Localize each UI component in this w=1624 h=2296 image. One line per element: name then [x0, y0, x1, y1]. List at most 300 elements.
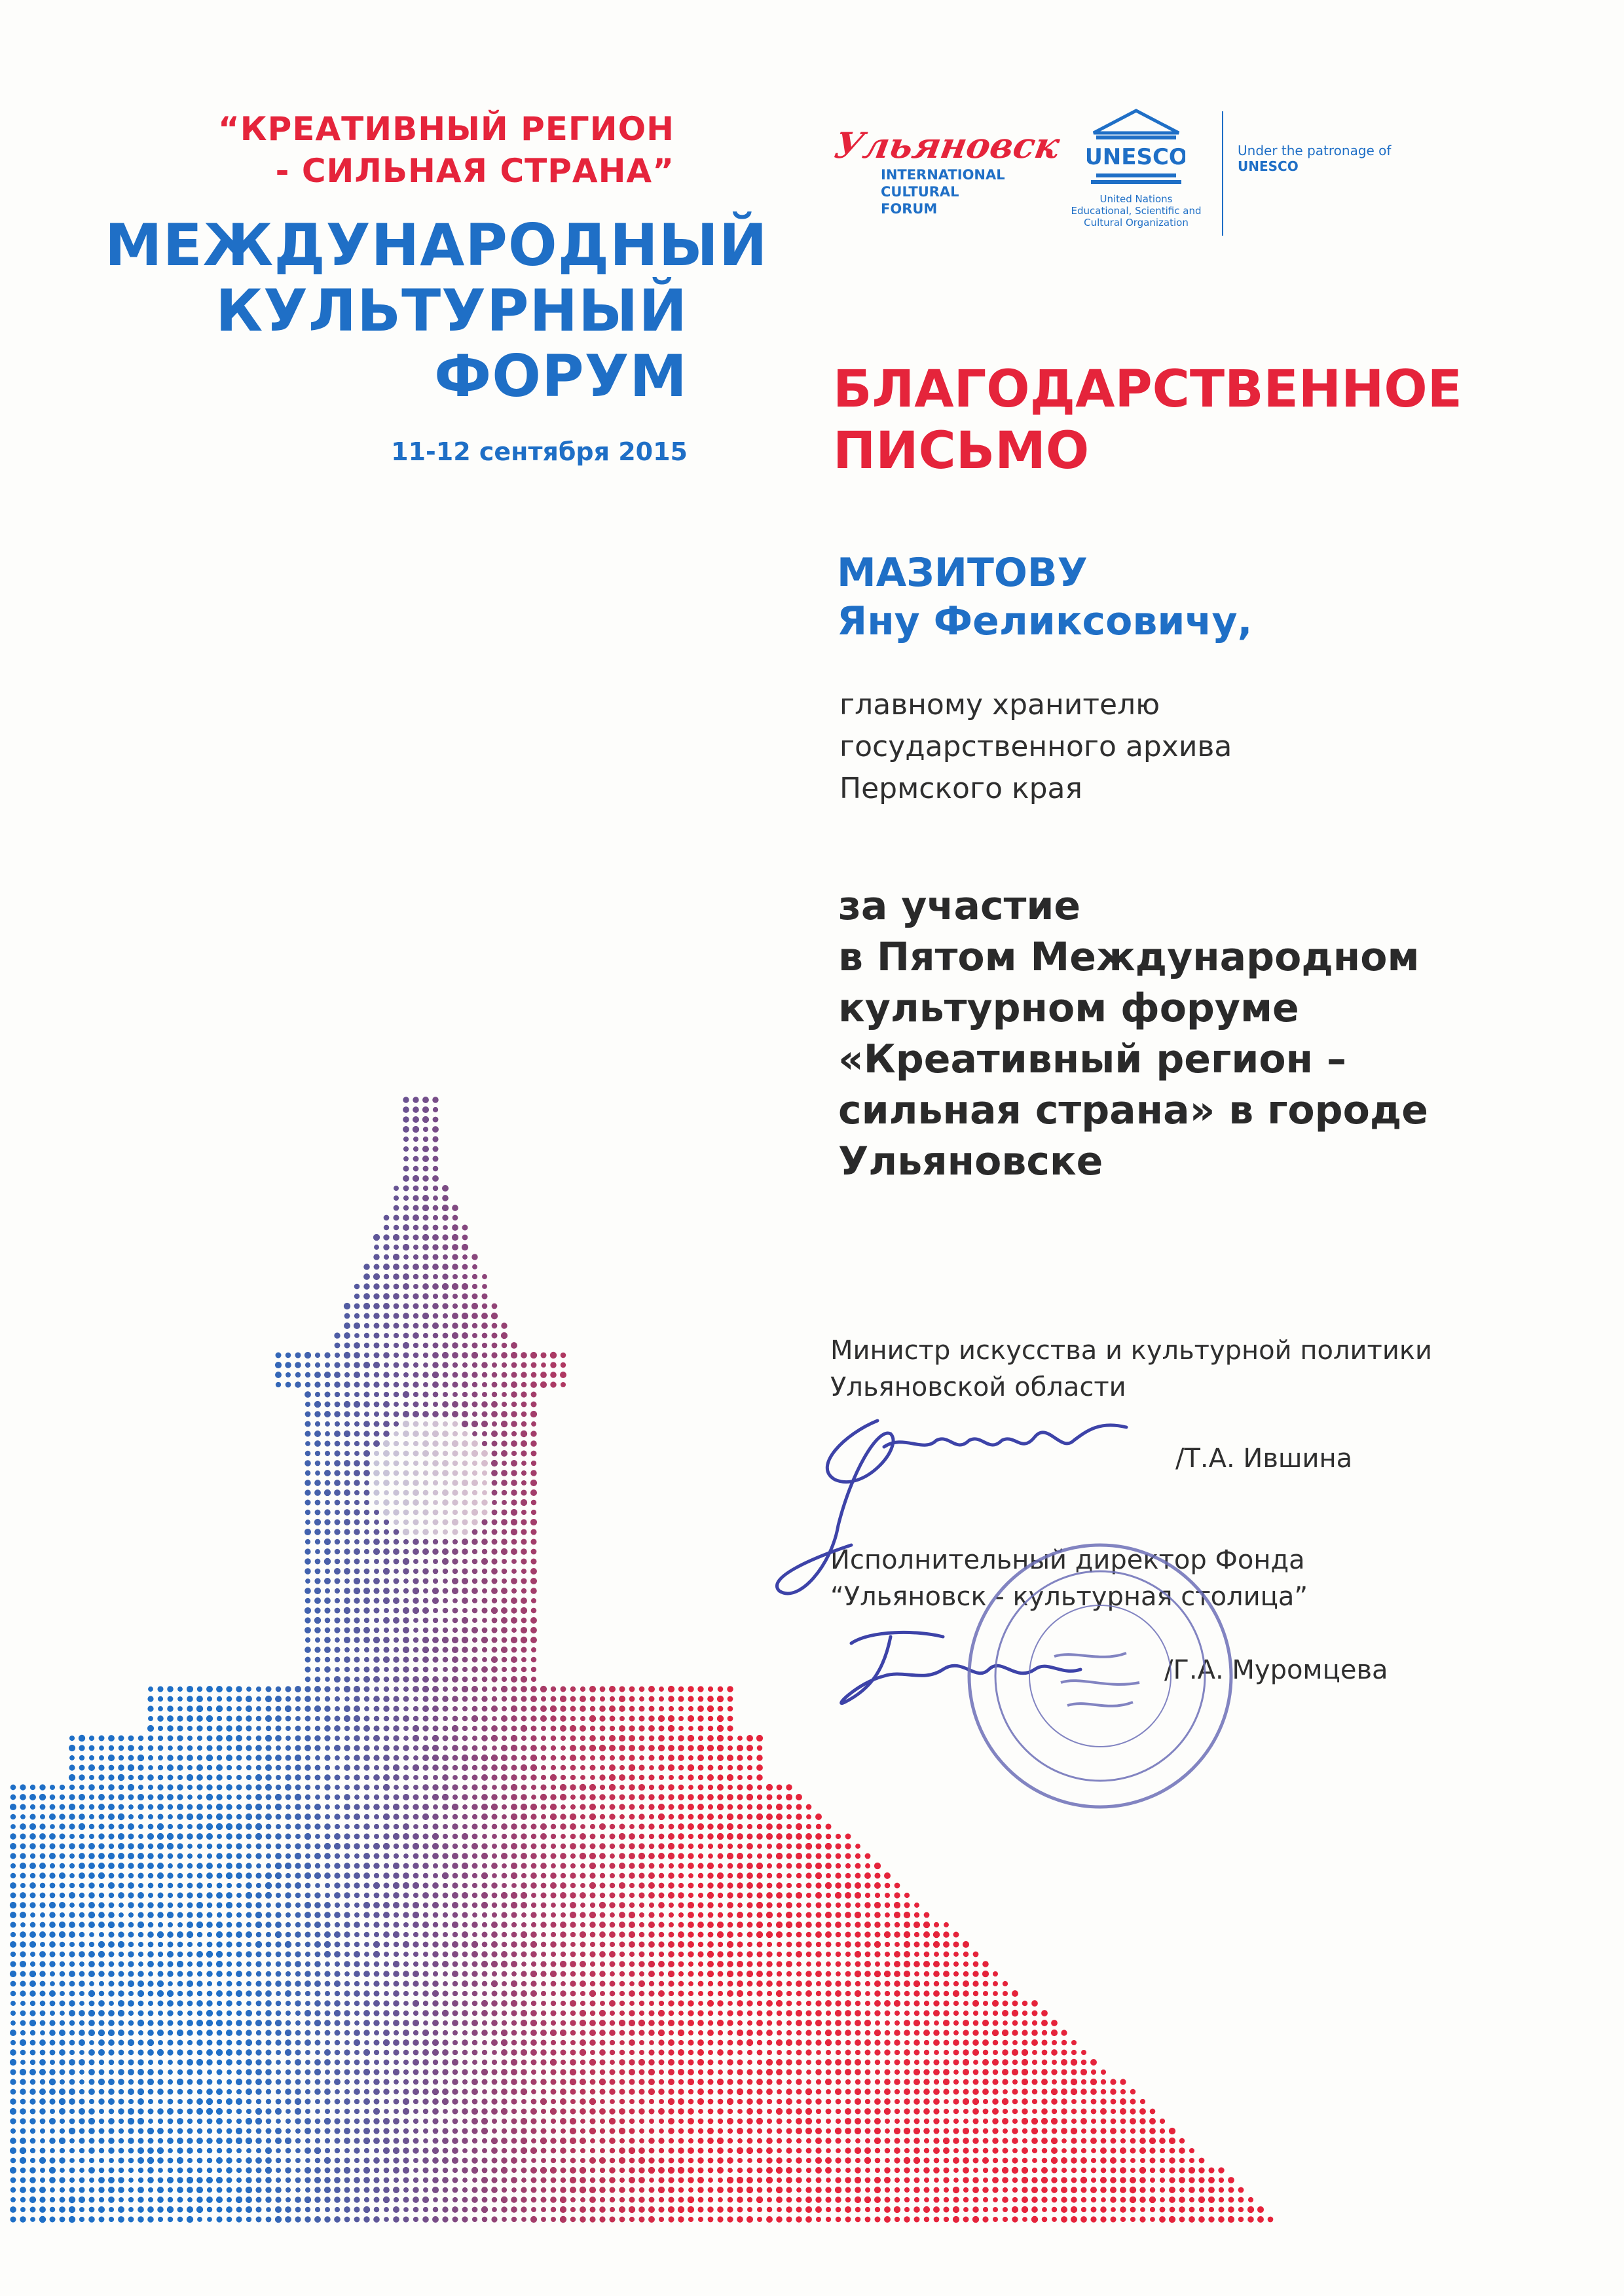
building-dot — [295, 1804, 301, 1810]
building-dot — [561, 2040, 566, 2046]
building-dot — [865, 2099, 870, 2104]
building-dot — [638, 2020, 645, 2026]
building-dot — [236, 1785, 242, 1791]
building-dot — [393, 2049, 399, 2055]
building-dot — [118, 1764, 124, 1770]
building-dot — [393, 1254, 399, 1260]
building-dot — [570, 2040, 576, 2045]
building-dot — [364, 1313, 370, 1319]
building-dot — [89, 1804, 94, 1810]
building-dot — [737, 1813, 743, 1819]
building-dot — [1022, 2049, 1028, 2056]
building-dot — [864, 1931, 870, 1937]
building-dot — [511, 1676, 517, 1683]
building-dot — [324, 1774, 331, 1781]
building-dot — [924, 1971, 930, 1977]
building-dot — [717, 1774, 723, 1780]
building-dot — [482, 1284, 487, 1289]
building-dot — [394, 1559, 399, 1565]
building-dot — [855, 1844, 860, 1849]
building-dot — [482, 1981, 487, 1986]
building-dot — [590, 1834, 596, 1840]
building-dot — [138, 2011, 144, 2016]
building-dot — [659, 1863, 664, 1868]
building-dot — [462, 2089, 468, 2095]
building-dot — [383, 1234, 389, 1240]
building-dot — [649, 1863, 655, 1869]
building-dot — [511, 1726, 517, 1732]
building-dot — [325, 2030, 331, 2036]
building-dot — [1012, 2099, 1018, 2104]
building-dot — [845, 1912, 851, 1918]
building-dot — [286, 2020, 291, 2026]
building-dot — [777, 1912, 782, 1918]
building-dot — [383, 1774, 390, 1781]
building-dot — [668, 1882, 674, 1889]
building-dot — [394, 1952, 399, 1957]
building-dot — [206, 2010, 213, 2016]
building-dot — [315, 1726, 321, 1732]
building-dot — [551, 1844, 556, 1849]
building-dot — [236, 1912, 242, 1918]
building-dot — [275, 1715, 282, 1722]
building-dot — [491, 1931, 498, 1938]
building-dot — [157, 1990, 164, 1997]
building-dot — [648, 2069, 655, 2075]
building-dot — [354, 1903, 360, 1908]
building-dot — [698, 1696, 704, 1702]
building-dot — [196, 1902, 203, 1908]
building-dot — [187, 1863, 193, 1868]
building-dot — [678, 1863, 684, 1869]
building-dot — [629, 2030, 635, 2035]
building-dot — [697, 1755, 704, 1761]
building-dot — [442, 1961, 449, 1967]
building-dot — [305, 1470, 310, 1476]
building-dot — [394, 1303, 399, 1309]
building-dot — [747, 1755, 752, 1760]
building-dot — [69, 2020, 75, 2026]
building-dot — [619, 2069, 625, 2075]
building-dot — [364, 1922, 369, 1927]
building-dot — [462, 1608, 468, 1613]
building-dot — [236, 1863, 242, 1868]
building-dot — [147, 1980, 153, 1986]
building-dot — [246, 1804, 252, 1810]
building-dot — [707, 1902, 713, 1908]
building-dot — [324, 1971, 330, 1977]
building-dot — [521, 1941, 527, 1948]
building-dot — [452, 1322, 458, 1328]
building-dot — [442, 1941, 448, 1947]
building-dot — [531, 1785, 536, 1790]
building-dot — [452, 1332, 458, 1339]
building-dot — [30, 2079, 36, 2085]
building-dot — [246, 1823, 252, 1830]
building-dot — [374, 1785, 379, 1790]
building-dot — [383, 1637, 390, 1643]
building-dot — [796, 2079, 802, 2085]
building-dot — [236, 1765, 242, 1770]
building-dot — [462, 1470, 468, 1476]
building-dot — [99, 1883, 104, 1888]
building-dot — [816, 1942, 821, 1947]
building-dot — [561, 1353, 566, 1358]
building-dot — [109, 2069, 114, 2075]
building-dot — [580, 1725, 586, 1732]
building-dot — [394, 1421, 399, 1427]
building-dot — [88, 2079, 94, 2085]
building-dot — [521, 1931, 527, 1938]
building-dot — [894, 1971, 900, 1977]
building-dot — [491, 2069, 497, 2075]
building-dot — [924, 1912, 930, 1918]
building-dot — [511, 1823, 517, 1830]
building-dot — [364, 1952, 369, 1957]
building-dot — [413, 1175, 419, 1182]
building-dot — [521, 1440, 527, 1447]
building-dot — [639, 2099, 645, 2105]
building-dot — [501, 1922, 507, 1928]
building-dot — [914, 1932, 919, 1937]
building-dot — [403, 1745, 409, 1751]
building-dot — [79, 1785, 84, 1790]
building-dot — [953, 2089, 959, 2095]
building-dot — [825, 1931, 832, 1938]
building-dot — [599, 2049, 606, 2056]
building-dot — [99, 1736, 105, 1741]
building-dot — [20, 1922, 26, 1927]
building-dot — [580, 1765, 585, 1770]
building-dot — [275, 2039, 281, 2045]
building-dot — [550, 2059, 557, 2066]
building-dot — [305, 1520, 310, 1525]
building-dot — [619, 2040, 625, 2045]
building-dot — [511, 2030, 517, 2036]
building-dot — [207, 1991, 213, 1997]
building-dot — [963, 2039, 969, 2045]
building-dot — [50, 2040, 56, 2046]
building-dot — [394, 1461, 399, 1467]
building-dot — [177, 2079, 183, 2085]
building-dot — [60, 1844, 65, 1850]
building-dot — [649, 1844, 655, 1850]
building-dot — [855, 1903, 860, 1908]
building-dot — [728, 2089, 733, 2095]
building-dot — [275, 1833, 282, 1840]
building-dot — [443, 1863, 449, 1869]
building-dot — [285, 1813, 291, 1820]
building-dot — [551, 1863, 556, 1868]
building-dot — [344, 1981, 350, 1986]
building-dot — [452, 1873, 458, 1879]
building-dot — [206, 2059, 212, 2065]
building-dot — [29, 1833, 36, 1840]
building-dot — [1090, 2079, 1097, 2085]
building-dot — [256, 1686, 261, 1692]
building-dot — [502, 1362, 507, 1368]
building-dot — [373, 2079, 380, 2085]
building-dot — [20, 2001, 26, 2006]
building-dot — [600, 1785, 605, 1790]
building-dot — [875, 2079, 880, 2085]
building-dot — [502, 1343, 507, 1349]
building-dot — [540, 2049, 546, 2055]
building-dot — [374, 1961, 380, 1967]
building-dot — [874, 1971, 881, 1977]
building-dot — [354, 1667, 360, 1672]
building-dot — [60, 1912, 65, 1918]
building-dot — [953, 1941, 959, 1947]
building-dot — [433, 2079, 438, 2085]
building-dot — [491, 1951, 497, 1957]
building-dot — [462, 1352, 468, 1358]
building-dot — [540, 1961, 546, 1967]
building-dot — [530, 2049, 537, 2056]
building-dot — [747, 2088, 752, 2094]
building-dot — [29, 1941, 36, 1948]
building-dot — [325, 1991, 330, 1996]
building-dot — [659, 1726, 665, 1732]
building-dot — [894, 1892, 900, 1898]
building-dot — [933, 1961, 940, 1967]
building-dot — [138, 1824, 143, 1829]
building-dot — [511, 2020, 517, 2026]
building-dot — [688, 1814, 694, 1820]
building-dot — [177, 2089, 183, 2095]
building-dot — [629, 2050, 635, 2055]
building-dot — [629, 1990, 635, 1997]
building-dot — [98, 1843, 104, 1849]
building-dot — [413, 1313, 418, 1319]
building-dot — [639, 2069, 645, 2075]
building-dot — [452, 1814, 458, 1819]
building-dot — [472, 2050, 478, 2056]
building-dot — [295, 2040, 301, 2046]
building-dot — [462, 1450, 468, 1457]
building-dot — [826, 2069, 832, 2075]
building-dot — [363, 1804, 369, 1810]
building-dot — [688, 2059, 693, 2065]
building-dot — [934, 2079, 939, 2085]
building-dot — [216, 1823, 223, 1830]
building-dot — [423, 1421, 428, 1427]
building-dot — [373, 1303, 380, 1309]
building-dot — [1002, 2079, 1008, 2085]
building-dot — [570, 1883, 576, 1888]
building-dot — [590, 1981, 596, 1987]
building-dot — [491, 1548, 497, 1554]
building-dot — [413, 1647, 419, 1653]
building-dot — [727, 1823, 733, 1830]
building-dot — [314, 1381, 320, 1387]
building-dot — [60, 1853, 65, 1859]
building-dot — [383, 1853, 389, 1859]
building-dot — [187, 1696, 193, 1702]
building-dot — [432, 1234, 439, 1241]
building-dot — [413, 1696, 418, 1702]
building-dot — [148, 1922, 154, 1928]
building-dot — [119, 2040, 124, 2046]
building-dot — [256, 2011, 261, 2016]
building-dot — [589, 1971, 595, 1977]
letter-title — [833, 359, 1553, 482]
building-dot — [777, 1873, 783, 1879]
building-dot — [551, 1912, 556, 1918]
building-dot — [255, 1902, 261, 1908]
building-dot — [521, 1627, 527, 1633]
building-dot — [471, 1941, 478, 1948]
building-dot — [727, 1755, 733, 1761]
building-dot — [727, 2010, 733, 2016]
building-dot — [452, 2098, 458, 2104]
building-dot — [403, 2030, 409, 2036]
building-dot — [895, 1942, 900, 1947]
building-dot — [305, 1372, 310, 1377]
building-dot — [147, 1853, 153, 1859]
building-dot — [246, 1892, 252, 1899]
building-dot — [314, 2069, 321, 2075]
building-dot — [993, 2069, 999, 2075]
building-dot — [413, 1156, 419, 1162]
building-dot — [580, 1705, 585, 1711]
building-dot — [266, 1863, 271, 1868]
building-dot — [354, 1480, 360, 1485]
building-dot — [314, 1823, 320, 1829]
building-dot — [766, 2069, 773, 2075]
building-dot — [207, 1804, 213, 1810]
building-dot — [373, 1548, 380, 1555]
building-dot — [197, 1686, 202, 1692]
building-dot — [383, 1470, 390, 1476]
building-dot — [315, 1353, 320, 1358]
reason-line: «Креативный регион – — [838, 1036, 1346, 1082]
building-dot — [560, 2030, 566, 2036]
building-dot — [394, 1382, 399, 1388]
building-dot — [373, 1342, 379, 1348]
building-dot — [659, 2001, 664, 2006]
building-dot — [384, 1942, 390, 1948]
building-dot — [638, 2059, 645, 2066]
building-dot — [561, 1755, 566, 1760]
building-dot — [216, 1941, 222, 1947]
building-dot — [747, 2098, 753, 2105]
building-dot — [20, 1804, 26, 1810]
building-dot — [865, 2001, 870, 2006]
building-dot — [531, 1598, 536, 1603]
building-dot — [472, 1637, 477, 1643]
building-dot — [501, 1519, 507, 1525]
building-dot — [875, 1961, 880, 1967]
building-dot — [403, 1106, 409, 1113]
building-dot — [973, 2020, 979, 2026]
building-dot — [530, 1401, 536, 1407]
building-dot — [226, 2098, 232, 2105]
building-dot — [226, 1784, 232, 1791]
building-dot — [580, 1804, 585, 1810]
building-dot — [256, 1844, 262, 1850]
building-dot — [69, 1764, 75, 1770]
building-dot — [138, 1764, 143, 1770]
building-dot — [168, 1736, 174, 1741]
building-dot — [148, 2089, 154, 2095]
building-dot — [923, 2088, 930, 2095]
building-dot — [344, 1441, 350, 1447]
building-dot — [491, 1676, 497, 1682]
building-dot — [1032, 2099, 1037, 2104]
building-dot — [501, 1421, 507, 1427]
building-dot — [286, 1382, 291, 1388]
building-dot — [727, 2098, 733, 2105]
building-dot — [334, 1892, 341, 1899]
building-dot — [963, 1990, 969, 1996]
building-dot — [639, 1903, 644, 1908]
building-dot — [580, 1991, 585, 1996]
building-dot — [767, 1863, 772, 1868]
building-dot — [324, 2059, 331, 2066]
building-dot — [422, 1283, 429, 1290]
building-dot — [423, 1353, 428, 1358]
building-dot — [668, 1941, 674, 1948]
building-dot — [423, 1333, 428, 1338]
building-dot — [728, 1922, 733, 1928]
building-dot — [315, 1569, 321, 1575]
building-dot — [20, 1823, 26, 1830]
building-dot — [511, 1941, 517, 1948]
building-dot — [972, 2039, 979, 2046]
building-dot — [511, 1745, 517, 1751]
building-dot — [551, 2089, 557, 2095]
building-dot — [344, 1548, 350, 1554]
building-dot — [148, 1883, 154, 1889]
building-dot — [187, 1833, 193, 1840]
building-dot — [727, 1833, 733, 1840]
building-dot — [324, 2000, 330, 2006]
building-dot — [452, 1863, 458, 1868]
ulyanovsk-sub-line: FORUM — [881, 201, 938, 217]
building-dot — [217, 1834, 222, 1839]
building-dot — [835, 1990, 841, 1997]
building-dot — [855, 1971, 861, 1977]
building-dot — [236, 2011, 242, 2016]
building-dot — [432, 1902, 439, 1908]
building-dot — [737, 1755, 743, 1760]
building-dot — [393, 1656, 399, 1662]
building-dot — [884, 2079, 891, 2085]
building-dot — [826, 1834, 832, 1840]
building-dot — [157, 2049, 164, 2056]
building-dot — [659, 2060, 665, 2066]
building-dot — [432, 2039, 439, 2046]
building-dot — [815, 1971, 822, 1977]
building-dot — [128, 1784, 134, 1791]
building-dot — [992, 2059, 999, 2066]
building-dot — [10, 1873, 16, 1878]
building-dot — [255, 1794, 262, 1800]
building-dot — [511, 1686, 517, 1692]
building-dot — [462, 1804, 468, 1810]
building-dot — [79, 1980, 84, 1986]
building-dot — [697, 2079, 704, 2085]
building-dot — [521, 2030, 527, 2036]
building-dot — [275, 1735, 282, 1741]
building-dot — [992, 2030, 999, 2036]
building-dot — [147, 1863, 154, 1869]
building-dot — [315, 1677, 321, 1683]
building-dot — [79, 1991, 84, 1996]
building-dot — [943, 2088, 949, 2094]
building-dot — [560, 1372, 566, 1378]
